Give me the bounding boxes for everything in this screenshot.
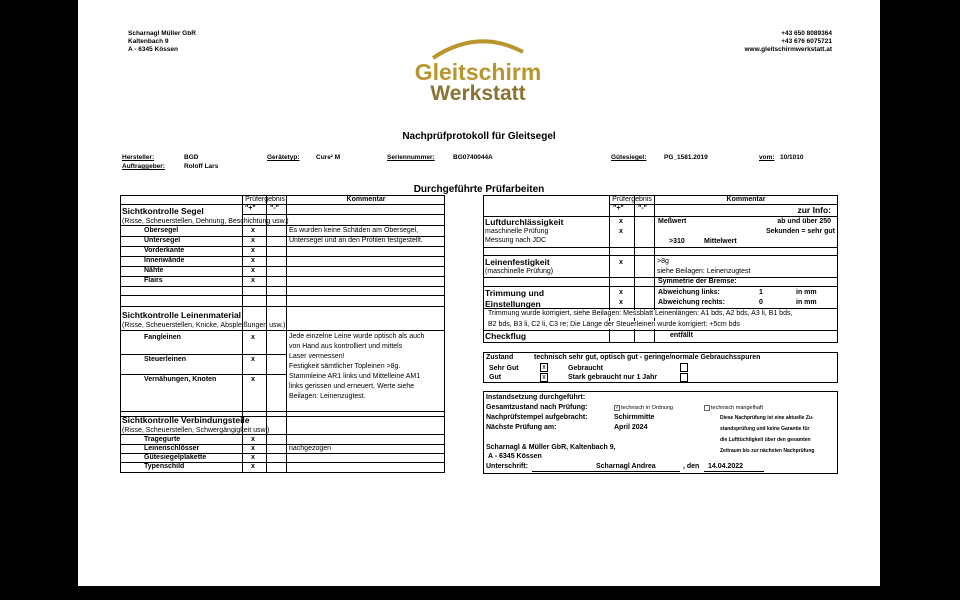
pruefergebnis-header: Prüfergebnis [245, 196, 285, 203]
segel-row-mark: x [251, 267, 255, 274]
geraetetyp-value: Cure² M [316, 154, 341, 161]
segel-row-mark: x [251, 277, 255, 284]
right-minus-header: "-" [638, 205, 647, 212]
plus-header: "+" [245, 205, 256, 212]
row-divider [121, 276, 444, 277]
left-table [120, 195, 445, 473]
signature-city: A - 6345 Kössen [488, 453, 542, 460]
in-ordnung-label: technisch in Ordnung [621, 405, 673, 411]
unterschrift-name: Scharnagl Andrea [596, 463, 656, 470]
trimmung-text-1: Trimmung wurde korrigiert, siehe Beilagen: Messblatt Leinenlängen: A1 bds, A2 bds, A3 li, B1 bds, [488, 310, 836, 318]
notice-line: standsprüfung und keine Garantie für [720, 426, 810, 432]
verbindung-row-mark: x [251, 436, 255, 443]
zustand-label: Zustand [486, 354, 514, 361]
vom-label: vom: [759, 154, 775, 161]
gebraucht-label: Gebraucht [568, 365, 604, 372]
segel-row-label: Obersegel [144, 227, 179, 234]
signature-company: Scharnagl & Müller GbR, Kaltenbach 9, [486, 444, 616, 451]
auftraggeber-label: Auftraggeber: [122, 163, 165, 170]
segel-row-comment: Untersegel und an den Profilen festgestellt. [289, 237, 423, 244]
sekunden: Sekunden = sehr gut [765, 228, 835, 235]
notice-line: Zeitraum bis zur nächsten Nachprüfung [720, 448, 815, 454]
instandsetzung-box [483, 391, 838, 474]
leinen-comment-line: links gerissen und erneuert, Werte siehe [289, 383, 415, 390]
geraetetyp-label: Gerätetyp: [267, 154, 300, 161]
segel-subtitle: (Risse, Scheuerstellen, Dehnung, Beschichtung usw.) [122, 218, 289, 225]
seriennummer-value: BG0740044A [453, 154, 493, 161]
page-title: Nachprüfprotokoll für Gleitsegel [402, 131, 556, 142]
mangelhaft-option [704, 404, 763, 412]
den-label: , den [683, 463, 700, 470]
fangleinen-mark: x [251, 334, 255, 341]
segel-row-label: Untersegel [144, 237, 181, 244]
company-city: A - 6345 Kössen [128, 46, 178, 53]
gut-checkbox[interactable]: x [540, 373, 548, 382]
abw-rechts-label: Abweichung rechts: [658, 299, 725, 306]
checkflug-label: Checkflug [485, 331, 527, 341]
festigkeit-mark: x [619, 259, 623, 266]
right-plus-header: "+" [613, 205, 624, 212]
zur-info: zur Info: [797, 205, 831, 215]
messwert: Meßwert [658, 218, 687, 225]
gt-310: >310 [669, 238, 685, 245]
abw-links-value: 1 [759, 289, 763, 296]
segel-row-mark: x [251, 257, 255, 264]
segel-row-mark: x [251, 237, 255, 244]
notice-line: die Lufttüchtigkeit über den gesamten [720, 437, 811, 443]
stark-label: Stark gebraucht nur 1 Jahr [568, 374, 658, 381]
zustand-box [483, 352, 838, 383]
trimmung-mark-2: x [619, 299, 623, 306]
segel-row-mark: x [251, 247, 255, 254]
hersteller-label: Hersteller: [122, 154, 155, 161]
mangelhaft-label: technisch mangelhaft [711, 405, 763, 411]
segel-row-label: Innenwände [144, 257, 185, 264]
stempel-value: Schirmmitte [614, 414, 655, 421]
leinen-comment-line: Jede einzelne Leine wurde optisch als auch [289, 333, 425, 340]
right-kommentar-header: Kommentar [726, 196, 766, 203]
abw-rechts-unit: in mm [796, 299, 817, 306]
segel-row-label: Vorderkante [144, 247, 185, 254]
abw-links-label: Abweichung links: [658, 289, 720, 296]
verbindung-row-label: Typenschild [144, 463, 185, 470]
segel-row-comment: Es wurden keine Schäden am Obersegel, [289, 227, 419, 234]
gut-label: Gut [489, 374, 502, 381]
vernaehungen-label: Vernähungen, Knoten [144, 376, 217, 383]
segel-row-mark: x [251, 227, 255, 234]
instandsetzung-title: Instandsetzung durchgeführt: [486, 394, 586, 401]
row-divider [121, 286, 444, 287]
hersteller-value: BGD [184, 154, 199, 161]
leinen-comment-line: Festigkeit sämtlicher Topleinen >8g. [289, 363, 401, 370]
trimmung-text-2: B2 bds, B3 li, C2 li, C3 re; Die Länge der Steuerleinen wurde korrigiert: +5cm bds [488, 321, 836, 329]
row-divider [121, 266, 444, 267]
ab-250: ab und über 250 [777, 218, 831, 225]
logo-text-2: Werkstatt [430, 82, 526, 105]
gesamtzustand-label: Gesamtzustand nach Prüfung: [486, 404, 588, 411]
abw-links-unit: in mm [796, 289, 817, 296]
festigkeit-title: Leinenfestigkeit [485, 257, 550, 267]
verbindung-row-label: Leinenschlösser [144, 445, 200, 452]
verbindung-row-mark: x [251, 445, 255, 452]
in-ordnung-checkbox[interactable]: ✓ [615, 404, 620, 411]
verbindung-title: Sichtkontrolle Verbindungsteile [122, 415, 250, 425]
seriennummer-label: Seriennummer: [387, 154, 435, 161]
right-table [483, 195, 838, 343]
stark-checkbox[interactable] [680, 373, 688, 382]
leinen-comment-line: Laser vermessen! [289, 353, 345, 360]
verbindung-subtitle: (Risse, Scheuerstellen, Schwergängigkeit usw.) [122, 427, 270, 434]
auftraggeber-value: Roloff Lars [184, 163, 219, 170]
website: www.gleitschirmwerkstatt.at [744, 46, 832, 53]
naechste-value: April 2024 [614, 424, 648, 431]
verbindung-row-label: Tragegurte [144, 436, 181, 443]
right-pruefergebnis-header: Prüfergebnis [612, 196, 652, 203]
segel-row-label: Nähte [144, 267, 164, 274]
datum-value: 14.04.2022 [708, 463, 744, 470]
verbindung-row-mark: x [251, 463, 255, 470]
logo-arc-icon [403, 30, 553, 60]
festigkeit-sub: (maschinelle Prüfung) [485, 268, 554, 275]
mangelhaft-checkbox[interactable] [704, 405, 710, 411]
logo-text-1: Gleitschirm [414, 59, 542, 85]
mittelwert: Mittelwert [704, 238, 737, 245]
guetesiegel-label: Gütesiegel: [611, 154, 647, 161]
in-ordnung-option [614, 404, 673, 412]
company-logo [403, 30, 553, 110]
festigkeit-value: >8g [657, 258, 669, 265]
fangleinen-label: Fangleinen [144, 334, 181, 341]
guetesiegel-value: PG_1581.2019 [664, 154, 708, 161]
leinen-subtitle: (Risse, Scheuerstellen, Knicke, Abspleißungen usw.) [122, 322, 286, 329]
trimmung-mark-1: x [619, 289, 623, 296]
sehr-gut-label: Sehr Gut [489, 365, 519, 372]
naechste-label: Nächste Prüfung am: [486, 424, 557, 431]
unterschrift-label: Unterschrift: [486, 463, 529, 470]
segel-title: Sichtkontrolle Segel [122, 206, 204, 216]
leinen-comment-line: von Hand aus kontrolliert und mittels [289, 343, 403, 350]
leinen-comment-line: Stammleine AR1 links und Mittelleine AM1 [289, 373, 421, 380]
company-contact [744, 30, 832, 54]
symmetrie: Symmetrie der Bremse: [658, 278, 737, 285]
luft-mark-2: x [619, 228, 623, 235]
luft-line-1: maschinelle Prüfung [485, 228, 549, 235]
company-address [128, 30, 196, 54]
kommentar-header: Kommentar [346, 196, 386, 203]
steuerleinen-label: Steuerleinen [144, 356, 187, 363]
luft-line-2: Messung nach JDC [485, 237, 547, 244]
luft-mark-1: x [619, 218, 623, 225]
verbindung-row-mark: x [251, 454, 255, 461]
verbindung-row-label: Gütesiegelplakette [144, 454, 207, 461]
vernaehungen-mark: x [251, 376, 255, 383]
leinen-comment-line: Beilagen: Leinenzugtest. [289, 393, 366, 400]
segel-row-label: Flairs [144, 277, 163, 284]
abw-rechts-value: 0 [759, 299, 763, 306]
luft-title: Luftdurchlässigkeit [485, 217, 564, 227]
phone-2: +43 676 6075721 [781, 38, 832, 45]
gebraucht-checkbox[interactable] [680, 363, 688, 372]
trimmung-title-2: Einstellungen [485, 299, 541, 309]
company-name: Scharnagl Müller GbR [128, 30, 196, 37]
sehr-gut-checkbox[interactable]: x [540, 363, 548, 372]
trimmung-title-1: Trimmung und [485, 288, 545, 298]
festigkeit-beilage: siehe Beilagen: Leinenzugtest [657, 268, 751, 275]
checkflug-value: entfällt [670, 332, 693, 339]
verbindung-row-comment: nachgezogen [289, 445, 332, 452]
vom-value: 10/1010 [780, 154, 804, 161]
company-street: Kaltenbach 9 [128, 38, 169, 45]
stempel-label: Nachprüfstempel aufgebracht: [486, 414, 588, 421]
zustand-description: technisch sehr gut, optisch gut - geringe/normale Gebrauchsspuren [534, 354, 761, 361]
minus-header: "-" [270, 205, 279, 212]
leinen-title: Sichtkontrolle Leinenmaterial [122, 310, 242, 320]
notice-line: Diese Nachprüfung ist eine aktuelle Zu- [720, 415, 814, 421]
section-title: Durchgeführte Prüfarbeiten [413, 184, 545, 195]
phone-1: +43 650 8089364 [781, 30, 832, 37]
document-page [78, 0, 880, 586]
steuerleinen-mark: x [251, 356, 255, 363]
